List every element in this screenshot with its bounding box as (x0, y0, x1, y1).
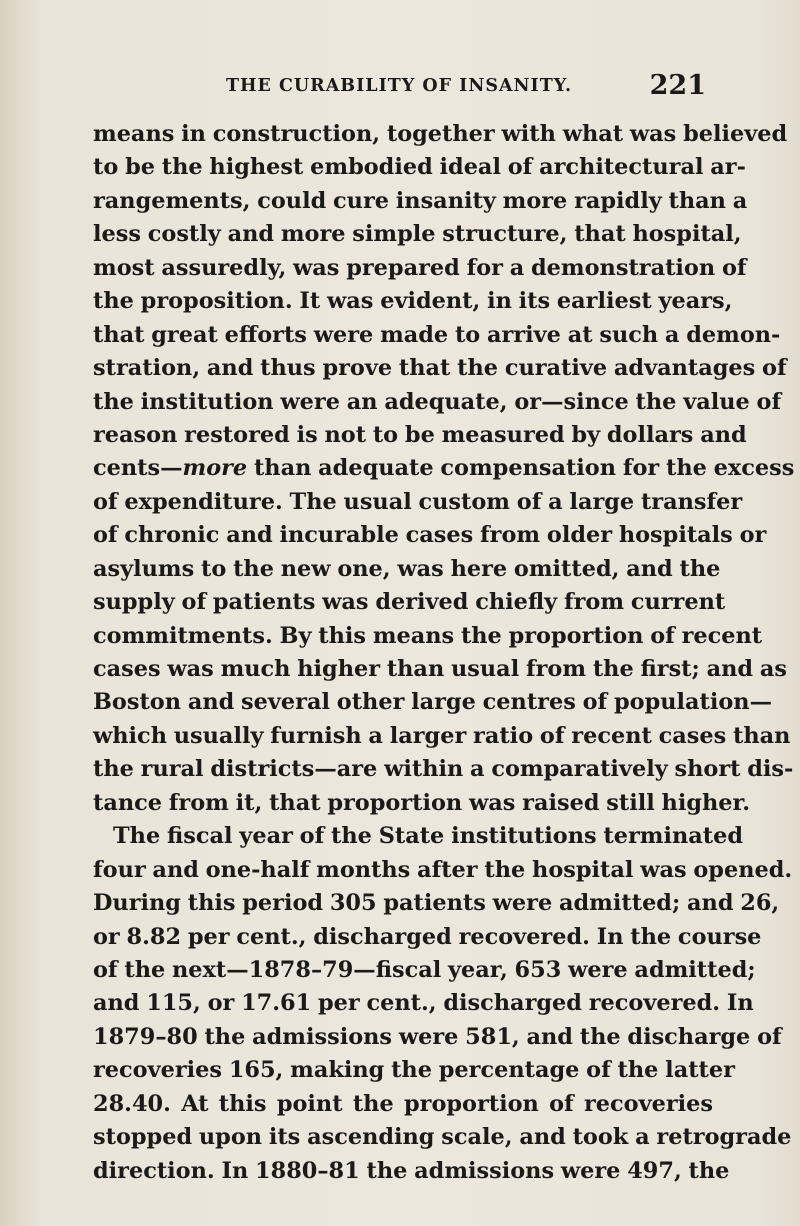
text-line: 28.40. At this point the proportion of recoveries (93, 1090, 713, 1117)
text-line: and 115, or 17.61 per cent., discharged recovered. In (93, 990, 754, 1017)
text-line: commitments. By this means the proportion of recent (93, 622, 763, 649)
text-line: of chronic and incurable cases from older hospitals or (93, 522, 767, 549)
text-line: most assuredly, was prepared for a demonstration of (93, 254, 747, 281)
text-line: recoveries 165, making the percentage of the latter (93, 1057, 735, 1084)
text-line: rangements, could cure insanity more rapidly than a (93, 187, 748, 214)
text-line: which usually furnish a larger ratio of recent cases than (93, 722, 791, 749)
body-text (93, 118, 795, 1188)
text-line (93, 452, 795, 485)
text-line: cases was much higher than usual from the first; and as (93, 656, 787, 682)
text-line: 1879–80 the admissions were 581, and the discharge of (93, 1023, 782, 1050)
page-number: 221 (649, 70, 706, 101)
text-line: the proposition. It was evident, in its earliest years, (93, 288, 733, 315)
text-fragment: than adequate compensation for the excess (247, 455, 795, 482)
italic-emphasis: more (182, 455, 248, 482)
text-line: the institution were an adequate, or—since the value of (93, 388, 782, 415)
text-line: of expenditure. The usual custom of a large transfer (93, 488, 743, 515)
text-fragment: cents— (93, 455, 183, 482)
text-line: stration, and thus prove that the curative advantages of (93, 355, 787, 382)
text-line: reason restored is not to be measured by dollars and (93, 421, 747, 448)
text-line: means in construction, together with what was believed (93, 121, 788, 147)
text-line: asylums to the new one, was here omitted, and the (93, 555, 721, 582)
text-line: supply of patients was derived chiefly from current (93, 589, 726, 616)
text-line: or 8.82 per cent., discharged recovered. In the course (93, 923, 762, 950)
text-line: The fiscal year of the State institutions terminated (113, 823, 744, 850)
text-line: less costly and more simple structure, that hospital, (93, 221, 742, 248)
text-line: of the next—1878–79—fiscal year, 653 were admitted; (93, 956, 756, 983)
text-line: stopped upon its ascending scale, and took a retrograde (93, 1124, 792, 1151)
text-line: to be the highest embodied ideal of architectural ar- (93, 154, 746, 181)
text-line: During this period 305 patients were admitted; and 26, (93, 890, 780, 917)
text-line: four and one-half months after the hospital was opened. (93, 856, 793, 883)
text-line: the rural districts—are within a comparatively short dis- (93, 756, 794, 783)
text-line: Boston and several other large centres of population— (93, 689, 772, 716)
text-line: tance from it, that proportion was raised still higher. (93, 789, 751, 816)
running-title: THE CURABILITY OF INSANITY. (226, 76, 573, 96)
page-header (226, 70, 706, 104)
text-line: direction. In 1880–81 the admissions were 497, the (93, 1157, 730, 1184)
text-line: that great efforts were made to arrive at such a demon- (93, 321, 781, 348)
